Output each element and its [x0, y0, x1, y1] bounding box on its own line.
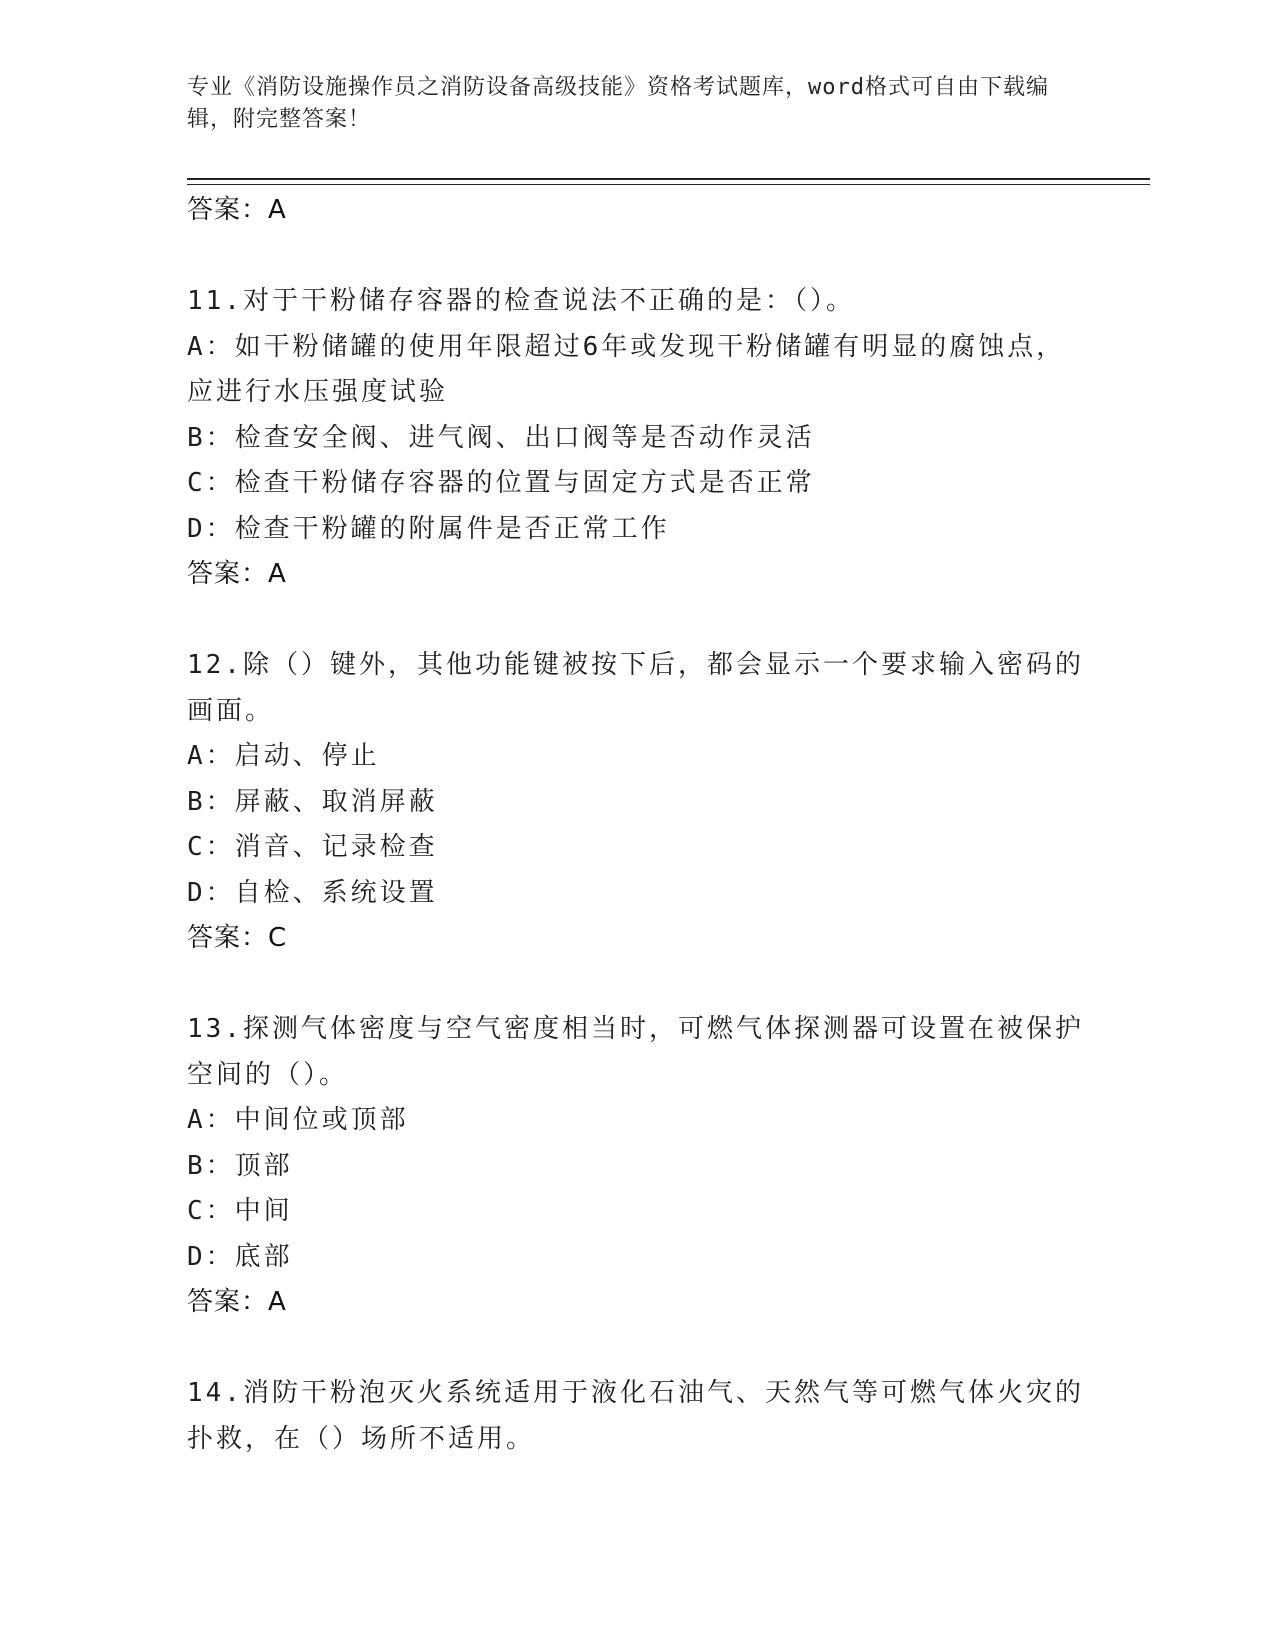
document-header-note: 专业《消防设施操作员之消防设备高级技能》资格考试题库，word格式可自由下载编辑，附完整答案！	[187, 75, 1049, 132]
option-a-continued: 应进行水压强度试验	[187, 377, 449, 407]
option-a: A：中间位或顶部	[187, 1105, 409, 1135]
option-b: B：检查安全阀、进气阀、出口阀等是否动作灵活	[187, 422, 815, 453]
answer-line	[187, 188, 1087, 234]
answer-prefix: 答案：	[187, 195, 269, 225]
question-stem: 12.除（）键外，其他功能键被按下后，都会显示一个要求输入密码的	[187, 650, 1084, 680]
question-12	[187, 643, 1087, 962]
option-b: B：顶部	[187, 1150, 293, 1181]
option-d: D：底部	[187, 1241, 293, 1272]
question-14	[187, 1371, 1087, 1462]
answer-line	[187, 552, 1087, 598]
option-c: C：检查干粉储存容器的位置与固定方式是否正常	[187, 468, 815, 498]
question-list	[187, 188, 1087, 1462]
question-stem: 13.探测气体密度与空气密度相当时，可燃气体探测器可设置在被保护	[187, 1014, 1084, 1044]
spacer	[187, 1326, 1087, 1372]
answer-value: A	[268, 1287, 287, 1317]
option-c: C：消音、记录检查	[187, 832, 438, 862]
answer-value: C	[268, 923, 288, 953]
question-stem-continued: 空间的（）。	[187, 1059, 349, 1090]
answer-line	[187, 916, 1087, 962]
header-divider-thin	[187, 184, 1150, 185]
option-b: B：屏蔽、取消屏蔽	[187, 786, 438, 817]
answer-prefix: 答案：	[187, 923, 269, 953]
answer-value: A	[268, 195, 287, 225]
spacer	[187, 598, 1087, 644]
answer-prefix: 答案：	[187, 1287, 269, 1317]
option-d: D：检查干粉罐的附属件是否正常工作	[187, 513, 670, 544]
option-a: A：启动、停止	[187, 741, 380, 771]
question-stem-continued: 画面。	[187, 695, 275, 726]
spacer	[187, 962, 1087, 1008]
question-stem: 11.对于干粉储存容器的检查说法不正确的是：（）。	[187, 286, 855, 316]
spacer	[187, 234, 1087, 280]
question-stem: 14.消防干粉泡灭火系统适用于液化石油气、天然气等可燃气体火灾的	[187, 1378, 1084, 1408]
header-divider-thick	[187, 178, 1150, 180]
question-13	[187, 1007, 1087, 1326]
option-c: C：中间	[187, 1196, 293, 1226]
option-a: A：如干粉储罐的使用年限超过6年或发现干粉储罐有明显的腐蚀点，	[187, 331, 1066, 362]
answer-prefix: 答案：	[187, 559, 269, 589]
option-d: D：自检、系统设置	[187, 877, 438, 908]
answer-line	[187, 1280, 1087, 1326]
question-11	[187, 279, 1087, 598]
answer-value: A	[268, 559, 287, 589]
question-stem-continued: 扑救，在（）场所不适用。	[187, 1423, 536, 1454]
